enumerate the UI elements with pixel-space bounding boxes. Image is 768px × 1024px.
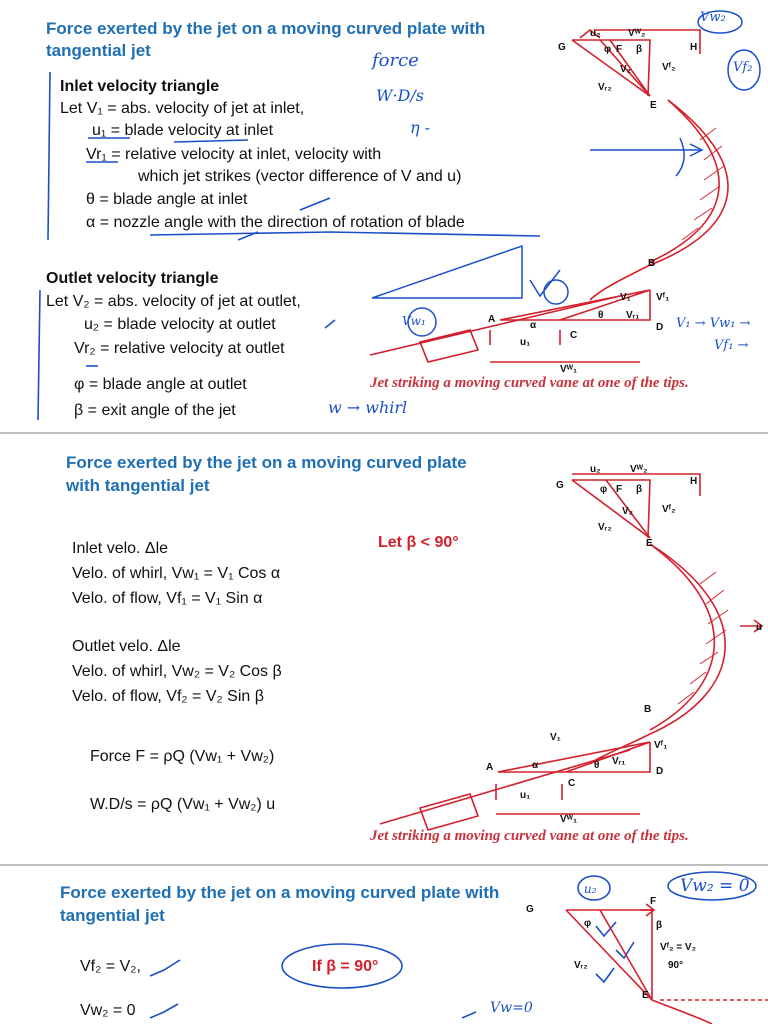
svg-text:F: F <box>616 44 623 55</box>
svg-text:β: β <box>656 920 663 931</box>
work-done-formula: W.D/s = ρQ (Vw₁ + Vw₂) u <box>90 796 276 813</box>
formula-line: Velo. of whirl, Vw₁ = V₁ Cos α <box>72 565 281 582</box>
svg-text:Vᶠ₁: Vᶠ₁ <box>656 292 670 303</box>
formula-line: Vf₂ = V₂, <box>80 958 141 975</box>
svg-text:Vᵂ₂: Vᵂ₂ <box>628 28 646 39</box>
svg-text:A: A <box>488 314 496 325</box>
svg-text:u₂: u₂ <box>590 28 601 39</box>
inlet-line: α = nozzle angle with the direction of rotation of blade <box>86 214 465 231</box>
svg-text:Vᵂ₁: Vᵂ₁ <box>560 814 578 825</box>
svg-text:θ: θ <box>594 760 600 771</box>
svg-text:F: F <box>616 484 623 495</box>
slide-1 <box>0 0 768 432</box>
svg-text:V₁: V₁ <box>550 732 561 743</box>
svg-text:φ: φ <box>600 484 608 495</box>
svg-text:Vᵣ₂: Vᵣ₂ <box>598 522 612 533</box>
svg-text:β: β <box>636 484 643 495</box>
svg-text:θ: θ <box>598 310 604 321</box>
handwritten-note: u₂ <box>584 882 597 896</box>
handwritten-note: η - <box>410 118 431 137</box>
svg-text:Vᵣ₁: Vᵣ₁ <box>626 310 640 321</box>
outlet-line: Let V₂ = abs. velocity of jet at outlet, <box>46 293 301 310</box>
svg-text:u₁: u₁ <box>520 790 531 801</box>
handwritten-note: Vf₁ → <box>714 338 749 353</box>
formula-line: Outlet velo. Δle <box>72 638 181 655</box>
beta-condition: If β = 90° <box>312 958 379 975</box>
svg-text:H: H <box>690 42 698 53</box>
handwritten-note: Vw=0 <box>490 1000 533 1016</box>
handwritten-note: w → whirl <box>328 398 408 417</box>
inlet-line: u₁ = blade velocity at inlet <box>92 122 274 139</box>
svg-text:V₂: V₂ <box>620 64 632 75</box>
svg-text:u₁: u₁ <box>520 337 531 348</box>
svg-text:90°: 90° <box>668 960 684 971</box>
formula-line: Velo. of flow, Vf₂ = V₂ Sin β <box>72 688 264 705</box>
svg-text:Vᶠ₁: Vᶠ₁ <box>654 740 668 751</box>
svg-text:B: B <box>648 258 656 269</box>
slide-2 <box>0 434 768 864</box>
formula-line: Inlet velo. Δle <box>72 540 169 557</box>
figure-caption: Jet striking a moving curved vane at one of the tips. <box>370 375 689 391</box>
svg-text:E: E <box>646 538 653 549</box>
formula-line: Vw₂ = 0 <box>80 1002 136 1019</box>
force-formula: Force F = ρQ (Vw₁ + Vw₂) <box>90 748 275 765</box>
svg-text:D: D <box>656 766 664 777</box>
svg-text:V₂: V₂ <box>622 506 634 517</box>
handwritten-note: Vw₂ = 0 <box>680 876 750 896</box>
svg-text:G: G <box>526 904 534 915</box>
beta-condition: Let β < 90° <box>378 534 459 551</box>
svg-text:Vᵂ₁: Vᵂ₁ <box>560 364 578 375</box>
svg-text:D: D <box>656 322 664 333</box>
handwritten-note: W·D/s <box>376 86 424 105</box>
svg-text:C: C <box>570 330 578 341</box>
svg-text:Vᶠ₂: Vᶠ₂ <box>662 504 676 515</box>
slide-3-title-line2: tangential jet <box>60 906 165 925</box>
svg-text:G: G <box>556 480 564 491</box>
slide-3 <box>0 866 768 1024</box>
outlet-heading: Outlet velocity triangle <box>46 270 219 287</box>
svg-text:φ: φ <box>604 44 612 55</box>
handwritten-note: Vw₁ <box>402 314 426 328</box>
handwritten-note: Vf₂ <box>733 60 753 75</box>
handwritten-note: force <box>372 50 419 71</box>
velocity-triangle-diagram <box>0 866 768 1024</box>
svg-text:A: A <box>486 762 494 773</box>
svg-text:C: C <box>568 778 576 789</box>
svg-text:Vᵣ₁: Vᵣ₁ <box>612 756 626 767</box>
svg-text:B: B <box>644 704 652 715</box>
inlet-heading: Inlet velocity triangle <box>60 78 220 95</box>
slide-1-title-line2: tangential jet <box>46 41 151 60</box>
figure-caption: Jet striking a moving curved vane at one of the tips. <box>370 828 689 844</box>
formula-line: Velo. of whirl, Vw₂ = V₂ Cos β <box>72 663 282 680</box>
handwritten-note: Vw₂ <box>700 10 726 25</box>
svg-text:u₂: u₂ <box>590 464 601 475</box>
formula-line: Velo. of flow, Vf₁ = V₁ Sin α <box>72 590 263 607</box>
svg-text:Vᵂ₂: Vᵂ₂ <box>630 464 648 475</box>
slide-2-title-line2: with tangential jet <box>66 476 210 495</box>
svg-text:H: H <box>690 476 698 487</box>
outlet-line: φ = blade angle at outlet <box>74 376 247 393</box>
svg-text:β: β <box>636 44 643 55</box>
slide-3-title-line1: Force exerted by the jet on a moving curved plate with <box>60 883 500 902</box>
svg-text:E: E <box>642 990 649 1001</box>
svg-text:V₁: V₁ <box>620 292 631 303</box>
svg-text:G: G <box>558 42 566 53</box>
svg-text:Vᵣ₂: Vᵣ₂ <box>598 82 612 93</box>
outlet-line: Vr₂ = relative velocity at outlet <box>74 340 285 357</box>
inlet-line: which jet strikes (vector difference of V and u) <box>138 168 462 185</box>
slide-2-title-line1: Force exerted by the jet on a moving curved plate <box>66 453 467 472</box>
outlet-line: u₂ = blade velocity at outlet <box>84 316 276 333</box>
svg-text:Vᶠ₂: Vᶠ₂ <box>662 62 676 73</box>
inlet-line: θ = blade angle at inlet <box>86 191 248 208</box>
svg-text:α: α <box>532 760 539 771</box>
svg-text:E: E <box>650 100 657 111</box>
velocity-triangle-diagram <box>0 0 768 432</box>
inlet-line: Let V₁ = abs. velocity of jet at inlet, <box>60 100 305 117</box>
svg-text:Vᶠ₂ = V₂: Vᶠ₂ = V₂ <box>660 942 697 953</box>
svg-text:F: F <box>650 896 657 907</box>
handwritten-note: V₁ → Vw₁ → <box>676 316 751 331</box>
svg-text:α: α <box>530 320 537 331</box>
inlet-line: Vr₁ = relative velocity at inlet, velocity with <box>86 146 382 163</box>
velocity-triangle-diagram <box>0 434 768 864</box>
svg-text:u: u <box>756 622 763 633</box>
svg-text:Vᵣ₂: Vᵣ₂ <box>574 960 588 971</box>
outlet-line: β = exit angle of the jet <box>74 402 236 419</box>
svg-text:φ: φ <box>584 918 592 929</box>
slide-1-title-line1: Force exerted by the jet on a moving curved plate with <box>46 19 486 38</box>
